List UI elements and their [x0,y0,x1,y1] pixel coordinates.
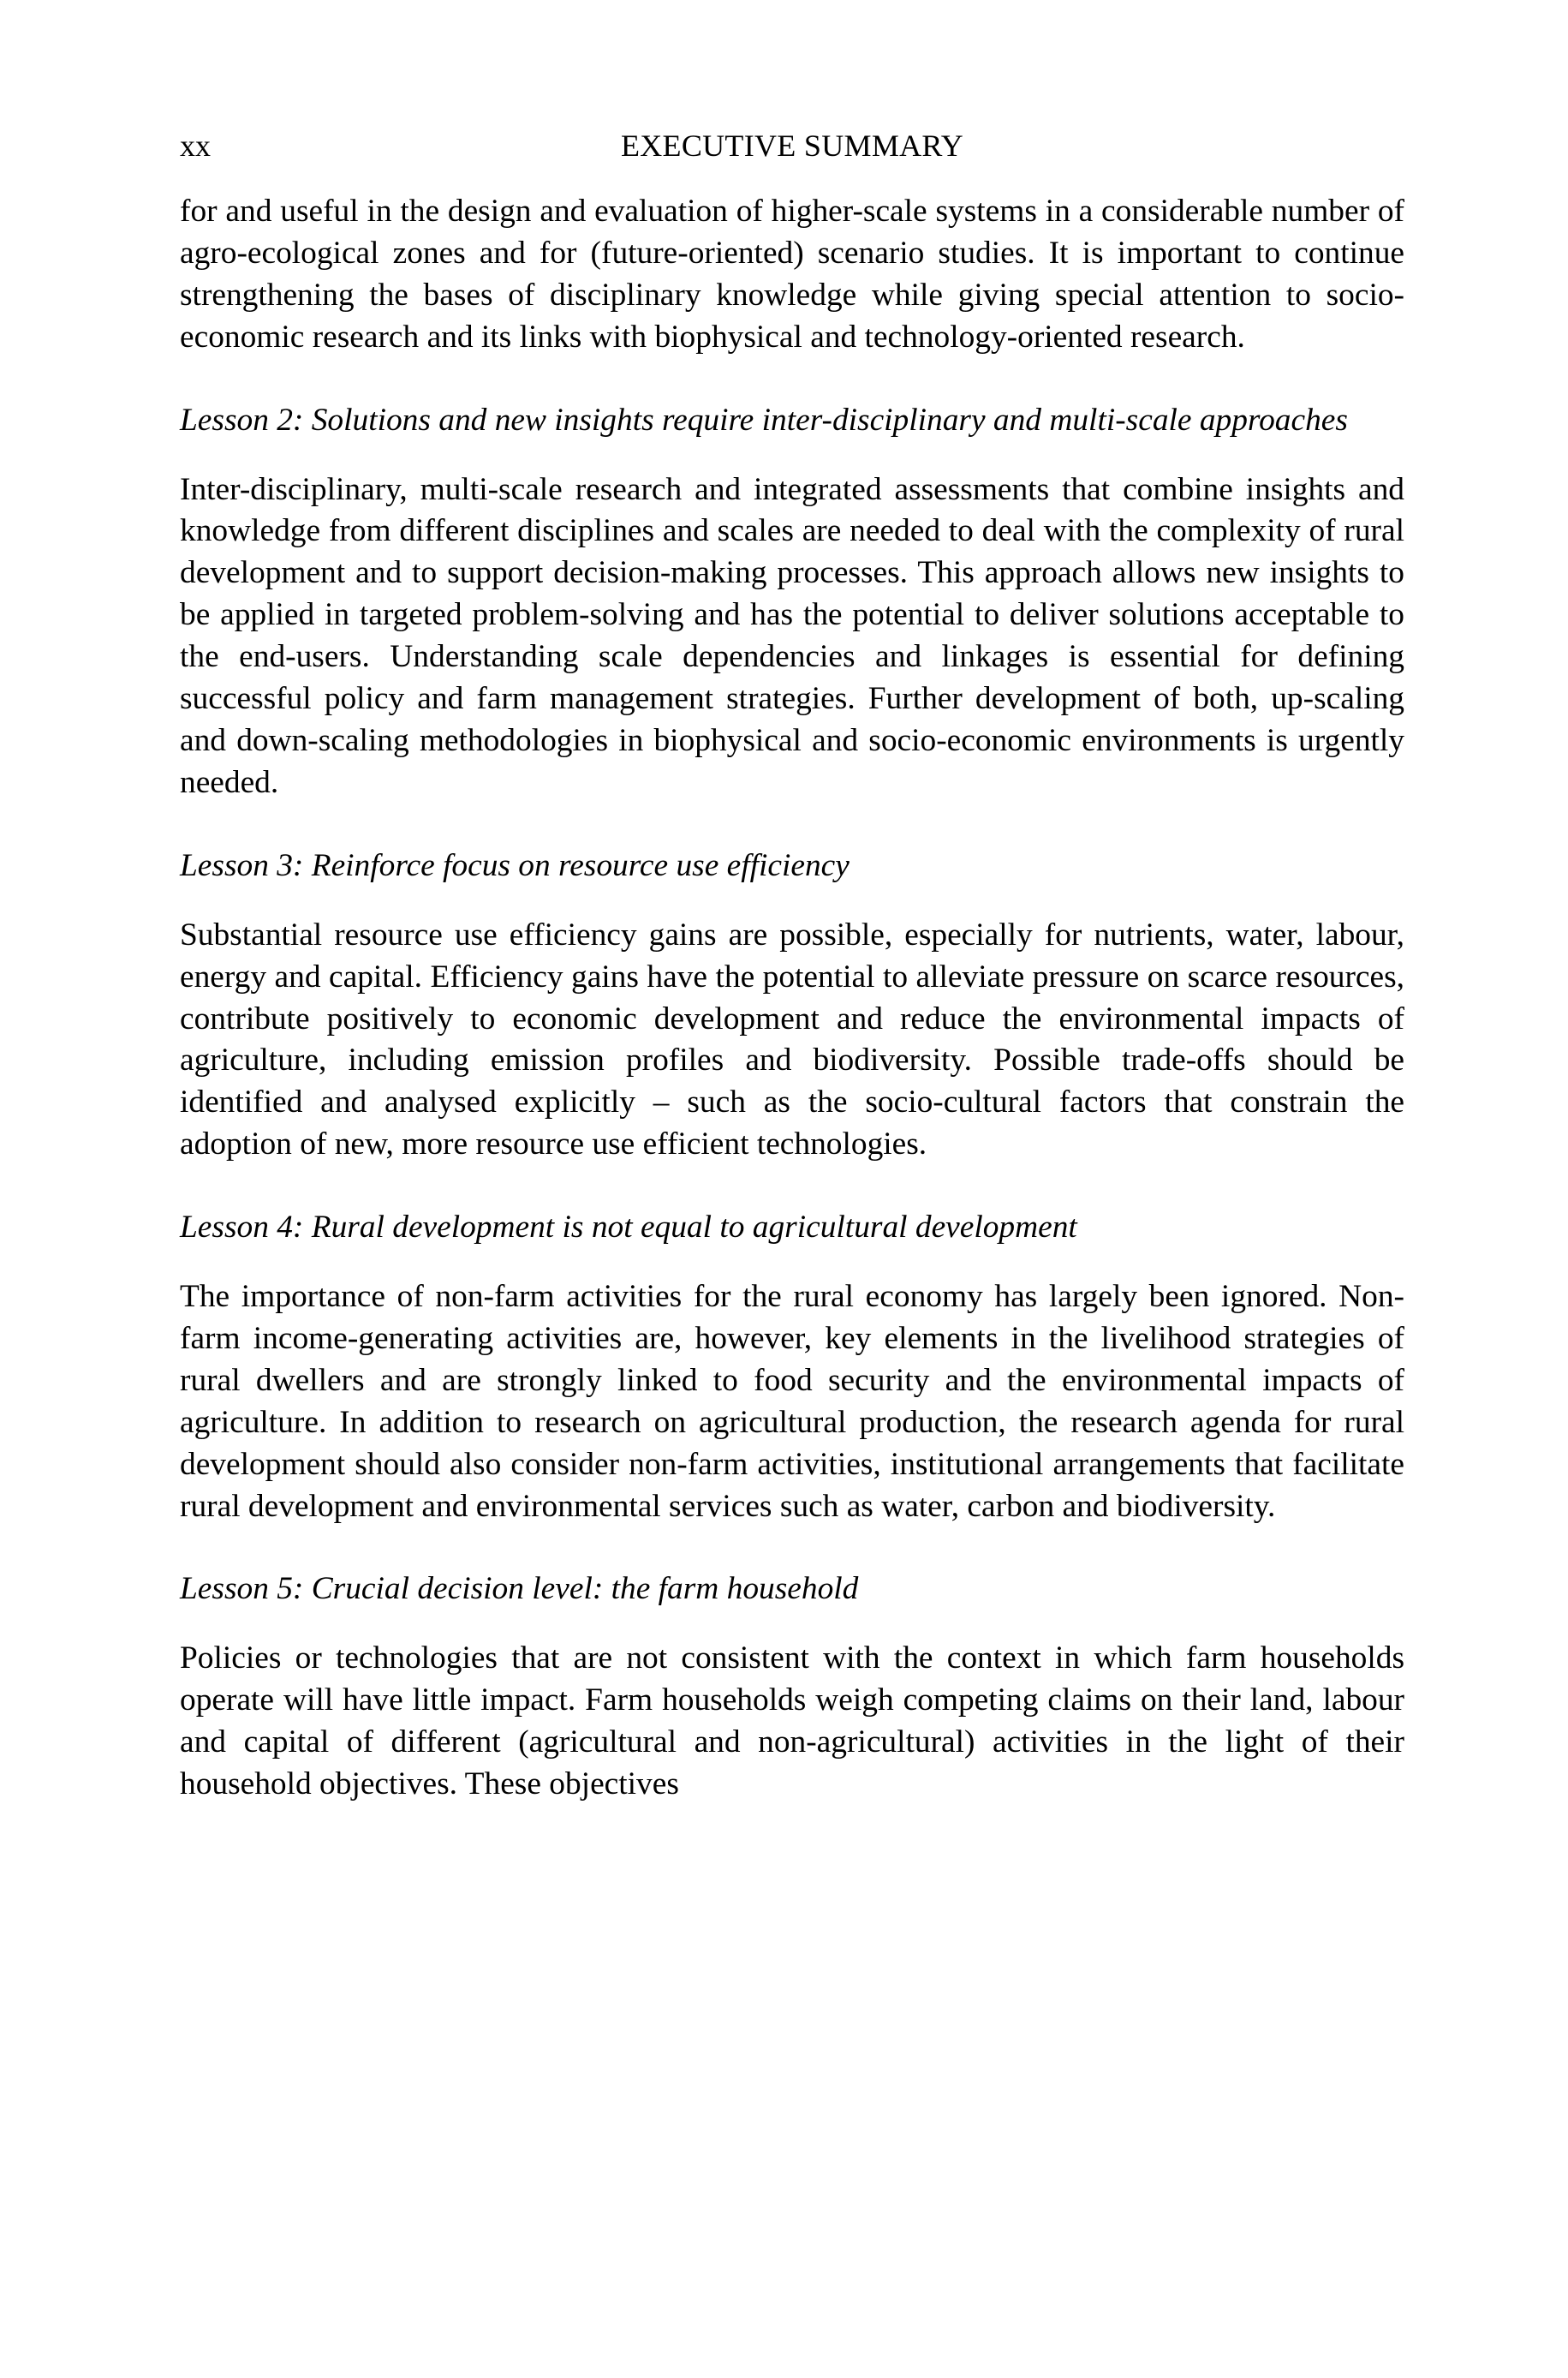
document-page [180,120,1404,1806]
lesson-4-paragraph: The importance of non-farm activities for the rural economy has largely been ignored. Non-farm income-generating activities are, however, key elements in the livelihood strategies of rural dwellers and are strongly linked to food security and the environmental impacts of agriculture. In addition to research on agricultural production, the research agenda for rural development should also consider non-farm activities, institutional arrangements that facilitate rural development and environmental services such as water, carbon and biodiversity. [180,1279,1404,1524]
intro-paragraph: for and useful in the design and evaluation of higher-scale systems in a considerable number of agro-ecological zones and for (future-oriented) scenario studies. It is important to continue strengthening the bases of disciplinary knowledge while giving special attention to socio-economic research and its links with biophysical and technology-oriented research. [180,194,1404,355]
lesson-4-heading: Lesson 4: Rural development is not equal to agricultural development [180,1210,1077,1246]
lesson-3-heading: Lesson 3: Reinforce focus on resource use efficiency [180,847,850,883]
lesson-3-paragraph: Substantial resource use efficiency gains are possible, especially for nutrients, water, labour, energy and capital. Efficiency gains have the potential to alleviate pressure on scarce resources, contribute positively to economic development and reduce the environmental impacts of agriculture, including emission profiles and biodiversity. Possible trade-offs should be identified and analysed explicitly – such as the socio-cultural factors that constrain the adoption of new, more resource use efficient technologies. [180,917,1404,1162]
lesson-2-heading: Lesson 2: Solutions and new insights require inter-disciplinary and multi-scale approaches [180,402,1348,438]
page-number: xx [180,128,211,163]
lesson-5-paragraph: Policies or technologies that are not consistent with the context in which farm households operate will have little impact. Farm households weigh competing claims on their land, labour and capital of different (agricultural and non-agricultural) activities in the light of their household objectives. These objectives [180,1640,1404,1802]
lesson-5-heading: Lesson 5: Crucial decision level: the farm household [180,1571,859,1607]
lesson-2-paragraph: Inter-disciplinary, multi-scale research and integrated assessments that combine insights and knowledge from different disciplines and scales are needed to deal with the complexity of rural development and to support decision-making processes. This approach allows new insights to be applied in targeted problem-solving and has the potential to deliver solutions acceptable to the end-users. Understanding scale dependencies and linkages is essential for defining successful policy and farm management strategies. Further development of both, up-scaling and down-scaling methodologies in biophysical and socio-economic environments is urgently needed. [180,471,1404,800]
running-header [180,120,1404,171]
running-header-title: EXECUTIVE SUMMARY [620,128,964,163]
